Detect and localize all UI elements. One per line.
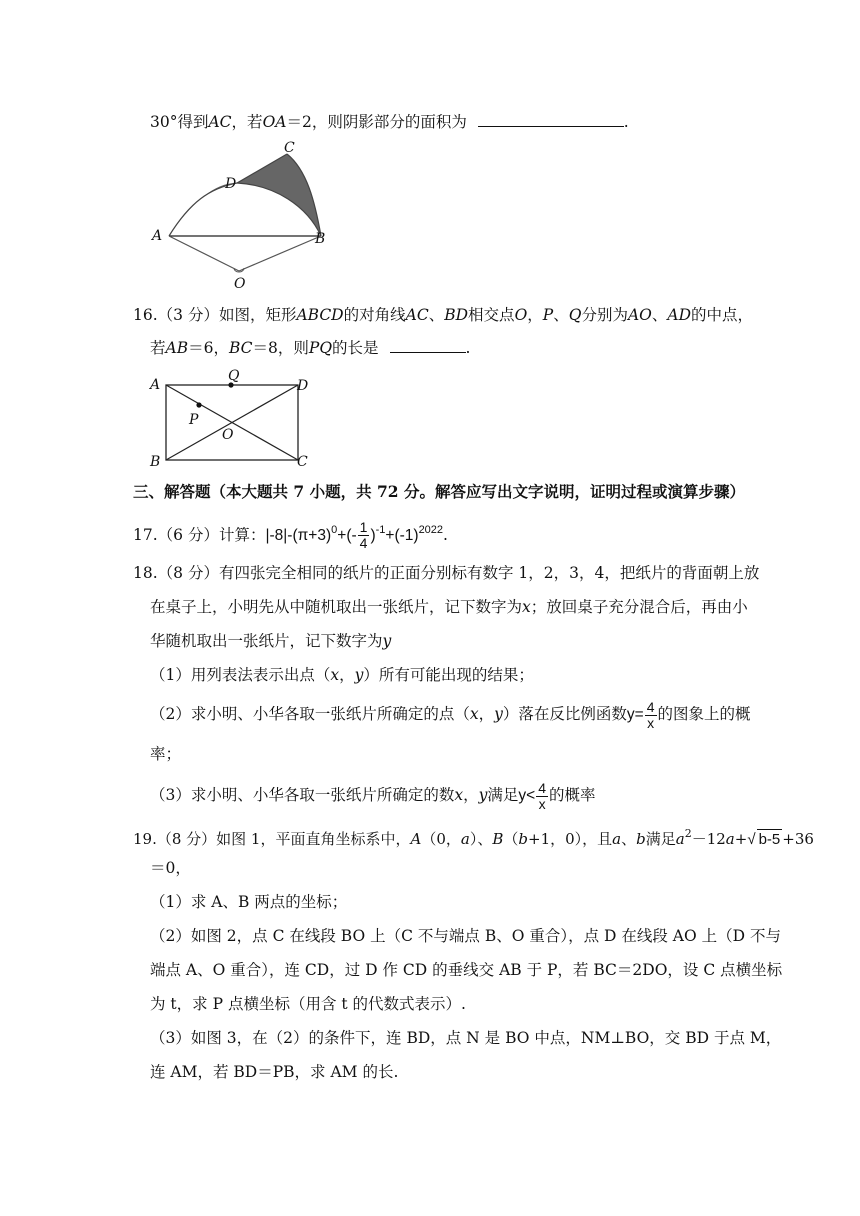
label-c: C xyxy=(297,454,308,470)
label-d: D xyxy=(297,378,309,394)
fraction-4-over-x-2: $\frac{4}{x}$ xyxy=(538,779,547,812)
q17-line: 17.（6 分）计算：$|-8|-(\pi+3)^0+(-$ $\frac{1}{4}$ )$^{-1}+(-1)^{2022}$. xyxy=(133,519,448,552)
q19-sub1: （1）求 A、B 两点的坐标； xyxy=(150,893,348,911)
q18-line3: 华随机取出一张纸片，记下数字为y xyxy=(150,632,392,650)
section-3-heading: 三、解答题（本大题共 7 小题，共 72 分。解答应写出文字说明，证明过程或演算步骤） xyxy=(133,482,745,501)
q16-line1: 16.（3 分）如图，矩形ABCD的对角线AC、BD相交点O，P、Q分别为AO、AD的中点， xyxy=(133,306,754,324)
label-p: P xyxy=(189,412,199,428)
fraction-4-over-x: $\frac{4}{x}$ xyxy=(646,698,655,731)
figure-15 xyxy=(145,140,345,290)
label-a: A xyxy=(150,377,161,393)
q19-line2: ＝0， xyxy=(150,859,191,877)
segment-bo xyxy=(239,236,321,271)
label-d: D xyxy=(225,176,237,192)
q19-sub2-line2: 端点 A、O 重合），连 CD，过 D 作 CD 的垂线交 AB 于 P，若 BC＝2DO，设 C 点横坐标 xyxy=(150,961,783,979)
fraction-one-quarter: $\frac{1}{4}$ xyxy=(359,519,368,552)
label-b: B xyxy=(150,454,161,470)
label-a: A xyxy=(152,228,163,244)
sqrt-symbol: √ xyxy=(747,831,756,848)
label-q: Q xyxy=(228,368,240,384)
q19-sub2-line1: （2）如图 2，点 C 在线段 BO 上（C 不与端点 B、O 重合），点 D 在线段 AO 上（D 不与 xyxy=(150,927,781,945)
answer-blank-15[interactable] xyxy=(478,112,624,127)
q19-sub2-line3: 为 t，求 P 点横坐标（用含 t 的代数式表示）. xyxy=(150,995,466,1013)
segment-ao xyxy=(169,236,239,271)
q19-line1: 19.（8 分）如图 1，平面直角坐标系中，A（0，a）、B（b+1，0），且a、b满足$a^2-12a+√$ b-5 +36 xyxy=(133,827,814,848)
q16-line2: 若AB＝6，BC＝8，则PQ的长是 . xyxy=(150,339,471,357)
figure-16 xyxy=(145,366,320,471)
q15-tail-line: 30°得到AC，若OA＝2，则阴影部分的面积为 . xyxy=(150,113,629,131)
q18-line1: 18.（8 分）有四张完全相同的纸片的正面分别标有数字 1，2，3，4，把纸片的背面朝上放 xyxy=(133,564,760,582)
shaded-region-2 xyxy=(237,154,321,236)
label-c: C xyxy=(284,140,295,156)
q19-sub3-line1: （3）如图 3，在（2）的条件下，连 BD，点 N 是 BO 中点，NM⊥BO，交 BD 于点 M， xyxy=(150,1029,782,1047)
q19-sub3-line2: 连 AM，若 BD＝PB，求 AM 的长. xyxy=(150,1063,399,1081)
q18-sub3: （3）求小明、小华各取一张纸片所确定的数x，y满足y< $\frac{4}{x}$ 的概率 xyxy=(150,779,596,812)
q18-sub1: （1）用列表法表示出点（x，y）所有可能出现的结果； xyxy=(150,666,534,684)
label-b: B xyxy=(315,231,326,247)
point-p xyxy=(196,402,201,407)
q18-line2: 在桌子上，小明先从中随机取出一张纸片，记下数字为x；放回桌子充分混合后，再由小 xyxy=(150,598,748,616)
label-o: O xyxy=(222,427,234,443)
label-o: O xyxy=(234,276,246,290)
q18-sub2-cont: 率； xyxy=(150,745,182,763)
q18-sub2: （2）求小明、小华各取一张纸片所确定的点（x，y）落在反比例函数y= $\frac{4}{x}$ 的图象上的概 xyxy=(150,698,751,731)
q17-expression: $|-8|-(\pi+3)^0+(-$ $\frac{1}{4}$ )$^{-1}+(-1)^{2022}$ xyxy=(265,519,444,552)
answer-blank-16[interactable] xyxy=(390,338,466,353)
